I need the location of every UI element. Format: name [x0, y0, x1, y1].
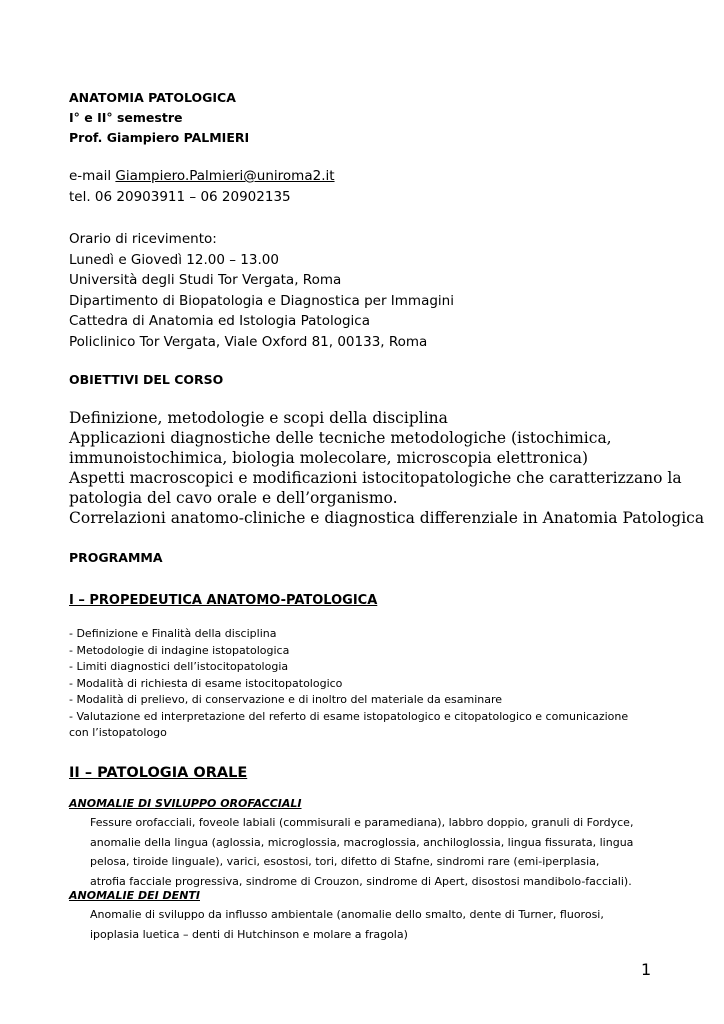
list-item: - Definizione e Finalità della disciplina — [69, 627, 277, 640]
subsection-title: ANOMALIE DI SVILUPPO OROFACCIALI — [69, 797, 302, 810]
contact-info — [69, 166, 335, 208]
objectives-text — [69, 408, 704, 528]
subsection-body — [90, 813, 633, 891]
email-label: e-mail — [69, 168, 116, 184]
office-hours-label: Orario di ricevimento: — [69, 231, 217, 247]
body-line: pelosa, tiroide linguale), varici, esostosi, tori, difetto di Stafne, sindromi rare (emi-iperplasia, — [90, 855, 600, 868]
body-line: anomalie della lingua (aglossia, microglossia, macroglossia, anchiloglossia, lingua fissurata, lingua — [90, 835, 634, 849]
list-item: - Valutazione ed interpretazione del referto di esame istopatologico e citopatologico e comunicazione — [69, 709, 629, 723]
program-heading: PROGRAMMA — [69, 550, 163, 565]
body-line: Anomalie di sviluppo da influsso ambientale (anomalie dello smalto, dente di Turner, fluorosi, — [90, 908, 604, 921]
body-line: Fessure orofacciali, foveole labiali (commisurali e paramediana), labbro doppio, granuli di Fordyce, — [90, 816, 634, 829]
page-number: 1 — [641, 960, 652, 979]
chair: Cattedra di Anatomia ed Istologia Patologica — [69, 313, 370, 329]
list-item: - Limiti diagnostici dell’istocitopatologia — [69, 660, 289, 673]
course-professor: Prof. Giampiero PALMIERI — [69, 130, 250, 145]
email-link[interactable]: Giampiero.Palmieri@uniroma2.it — [115, 168, 335, 184]
office-hours — [69, 229, 454, 352]
objective-line: patologia del cavo orale e dell’organismo. — [69, 489, 398, 507]
objectives-heading: OBIETTIVI DEL CORSO — [69, 372, 224, 387]
body-line: ipoplasia luetica – denti di Hutchinson e molare a fragola) — [90, 927, 408, 941]
objective-line: Applicazioni diagnostiche delle tecniche metodologiche (istochimica, — [69, 429, 612, 447]
office-hours-days: Lunedì e Giovedì 12.00 – 13.00 — [69, 251, 279, 268]
body-line: atrofia facciale progressiva, sindrome di Crouzon, sindrome di Apert, disostosi mandibolo-facciali). — [90, 874, 632, 888]
section1-list — [69, 626, 628, 742]
subsection-title: ANOMALIE DEI DENTI — [69, 889, 200, 902]
objective-line: Definizione, metodologie e scopi della disciplina — [69, 409, 448, 427]
section1-title: I – PROPEDEUTICA ANATOMO-PATOLOGICA — [69, 593, 378, 608]
list-item: - Modalità di prelievo, di conservazione e di inoltro del materiale da esaminare — [69, 693, 503, 706]
course-header — [69, 88, 249, 148]
list-item: con l’istopatologo — [69, 726, 167, 739]
phone-line: tel. 06 20903911 – 06 20902135 — [69, 189, 291, 205]
list-item: - Modalità di richiesta di esame istocitopatologico — [69, 676, 343, 690]
objective-line: Correlazioni anatomo-cliniche e diagnostica differenziale in Anatomia Patologica — [69, 509, 705, 527]
department: Dipartimento di Biopatologia e Diagnostica per Immagini — [69, 292, 454, 309]
email-line — [69, 166, 335, 187]
objective-line: immunoistochimica, biologia molecolare, microscopia elettronica) — [69, 449, 589, 467]
subsection-body — [90, 905, 604, 944]
course-title: ANATOMIA PATOLOGICA — [69, 90, 236, 105]
objective-line: Aspetti macroscopici e modificazioni istocitopatologiche che caratterizzano la — [69, 469, 682, 487]
address: Policlinico Tor Vergata, Viale Oxford 81, 00133, Roma — [69, 333, 428, 350]
university: Università degli Studi Tor Vergata, Roma — [69, 272, 342, 288]
course-semester: I° e II° semestre — [69, 110, 183, 125]
section2-title: II – PATOLOGIA ORALE — [69, 765, 248, 781]
list-item: - Metodologie di indagine istopatologica — [69, 643, 290, 657]
